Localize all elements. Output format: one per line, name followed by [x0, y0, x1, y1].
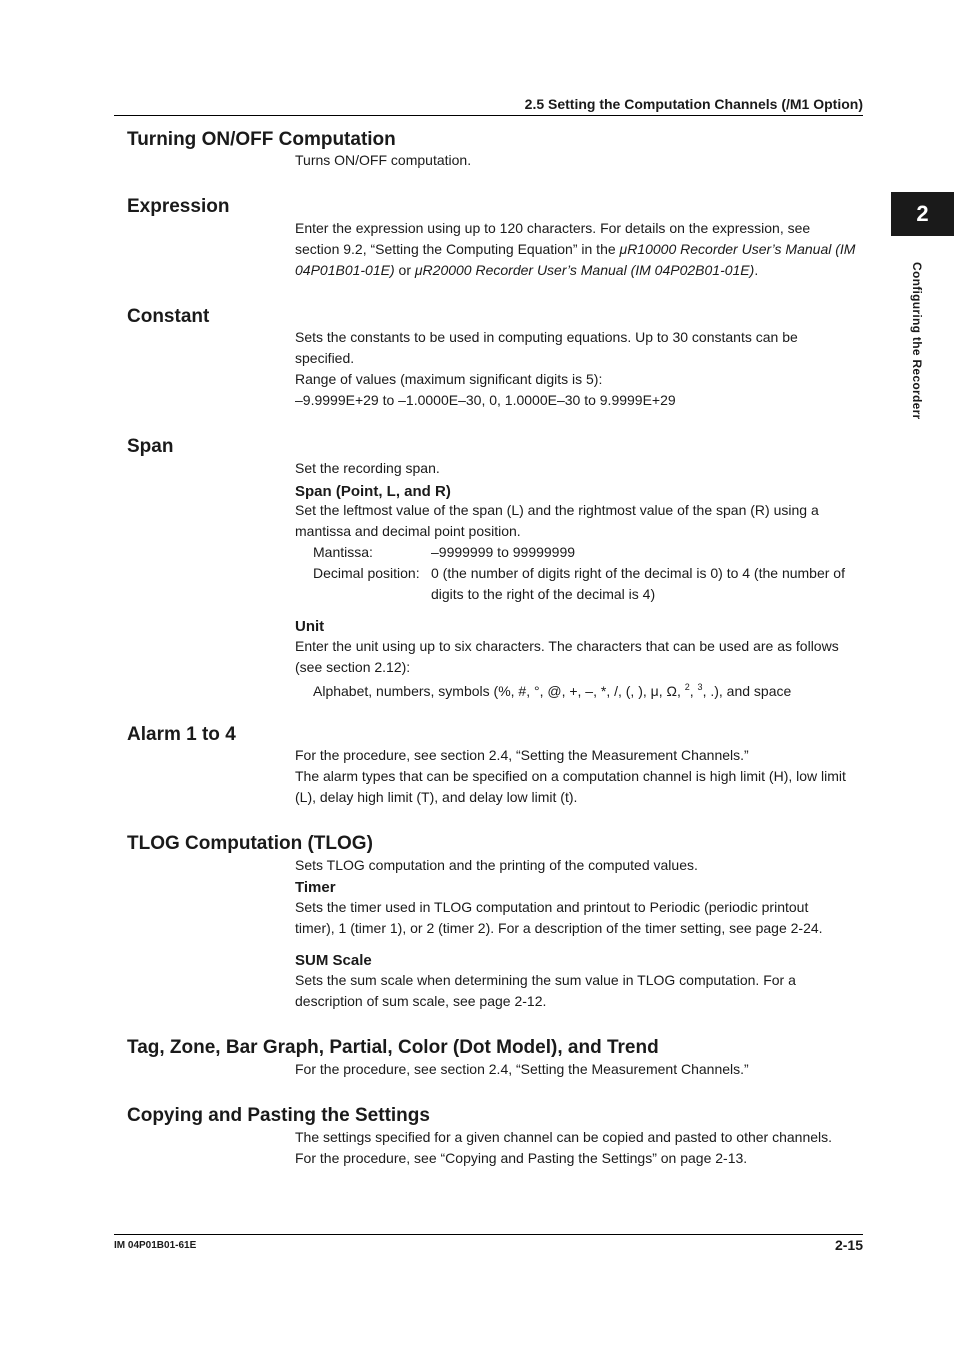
- heading-onoff: Turning ON/OFF Computation: [127, 129, 396, 150]
- superscript: 2: [684, 682, 690, 692]
- text-span: section 9.2, “Setting the Computing Equation” in the: [295, 241, 620, 257]
- heading-tlog: TLOG Computation (TLOG): [127, 833, 373, 854]
- text-line: specified.: [295, 350, 355, 366]
- decimal-value: [431, 563, 845, 605]
- paragraph-sum-scale: [295, 970, 867, 1012]
- text-line: Sets the sum scale when determining the sum value in TLOG computation. For a: [295, 972, 796, 988]
- paragraph-tlog-intro: [295, 855, 867, 876]
- header-rule: [114, 115, 863, 116]
- heading-tag-zone: Tag, Zone, Bar Graph, Partial, Color (Dot Model), and Trend: [127, 1037, 659, 1058]
- text-span: .: [754, 262, 759, 278]
- text-line: For the procedure, see “Copying and Pasting the Settings” on page 2-13.: [295, 1150, 748, 1166]
- subheading-span-point: Span (Point, L, and R): [295, 483, 451, 500]
- heading-alarm: Alarm 1 to 4: [127, 724, 236, 745]
- text-span: ,: [689, 683, 698, 699]
- paragraph-expression: [295, 218, 867, 281]
- text-line: 0 (the number of digits right of the decimal is 0) to 4 (the number of: [431, 565, 845, 581]
- text-line: description of sum scale, see page 2-12.: [295, 993, 547, 1009]
- manual-title: μR10000 Recorder User’s Manual (IM: [619, 241, 856, 257]
- heading-constant: Constant: [127, 306, 210, 327]
- paragraph-tag-zone: [295, 1059, 867, 1080]
- decimal-label: Decimal position:: [313, 565, 420, 581]
- text-line: Sets the timer used in TLOG computation and printout to Periodic (periodic printout: [295, 899, 809, 915]
- heading-span: Span: [127, 436, 174, 457]
- paragraph-onoff: [295, 150, 867, 171]
- text-line: digits to the right of the decimal is 4): [431, 586, 656, 602]
- text-line: Enter the unit using up to six characters. The characters that can be used are as follows: [295, 638, 839, 654]
- paragraph-constant: [295, 327, 867, 411]
- text-span: Alphabet, numbers, symbols (%, #, °, @, +, –, *, /, (, ), μ, Ω,: [313, 683, 685, 699]
- mantissa-label: Mantissa:: [313, 544, 373, 560]
- paragraph-span-point: [295, 500, 867, 542]
- text-line: Turns ON/OFF computation.: [295, 152, 472, 168]
- text-line: The alarm types that can be specified on a computation channel is high limit (H), low limit: [295, 768, 846, 784]
- footer-page-number: 2-15: [834, 1237, 863, 1253]
- paragraph-copy-paste: [295, 1127, 867, 1169]
- text-line: mantissa and decimal point position.: [295, 523, 521, 539]
- running-header-title: 2.5 Setting the Computation Channels (/M1 Option): [524, 96, 863, 112]
- text-line: Range of values (maximum significant digits is 5):: [295, 371, 603, 387]
- unit-character-list: [313, 677, 791, 702]
- heading-expression: Expression: [127, 196, 230, 217]
- text-line: For the procedure, see section 2.4, “Setting the Measurement Channels.”: [295, 1061, 749, 1077]
- subheading-timer: Timer: [295, 879, 336, 896]
- superscript: 3: [697, 682, 703, 692]
- paragraph-span-intro: [295, 458, 867, 479]
- paragraph-unit: [295, 636, 867, 678]
- text-line: The settings specified for a given channel can be copied and pasted to other channels.: [295, 1129, 833, 1145]
- text-line: Sets the constants to be used in computing equations. Up to 30 constants can be: [295, 329, 798, 345]
- text-line: (L), delay high limit (T), and delay low limit (t).: [295, 789, 578, 805]
- subheading-unit: Unit: [295, 618, 325, 635]
- text-line: Set the leftmost value of the span (L) and the rightmost value of the span (R) using a: [295, 502, 819, 518]
- chapter-label: Configuring the Recorderr: [910, 262, 924, 420]
- heading-copy-paste: Copying and Pasting the Settings: [127, 1105, 430, 1126]
- chapter-number: 2: [916, 201, 929, 226]
- subheading-sum-scale: SUM Scale: [295, 952, 372, 969]
- text-line: [295, 260, 867, 281]
- manual-title: μR20000 Recorder User’s Manual (IM 04P02B01-01E): [414, 262, 755, 278]
- text-line: [295, 239, 867, 260]
- paragraph-timer: [295, 897, 867, 939]
- paragraph-alarm: [295, 745, 867, 808]
- mantissa-value: –9999999 to 99999999: [431, 544, 576, 560]
- text-span: , .), and space: [702, 683, 792, 699]
- text-line: Set the recording span.: [295, 460, 440, 476]
- text-line: (see section 2.12):: [295, 659, 411, 675]
- text-line: Enter the expression using up to 120 characters. For details on the expression, see: [295, 220, 811, 236]
- text-span: or: [394, 262, 415, 278]
- footer-rule: [114, 1234, 863, 1235]
- footer-document-number: IM 04P01B01-61E: [114, 1240, 197, 1251]
- text-line: –9.9999E+29 to –1.0000E–30, 0, 1.0000E–30 to 9.9999E+29: [295, 392, 676, 408]
- text-line: timer), 1 (timer 1), or 2 (timer 2). For a description of the timer setting, see page 2-24.: [295, 920, 823, 936]
- manual-title: 04P01B01-01E): [295, 262, 395, 278]
- chapter-tab: [891, 192, 954, 236]
- text-line: Sets TLOG computation and the printing of the computed values.: [295, 857, 698, 873]
- text-line: For the procedure, see section 2.4, “Setting the Measurement Channels.”: [295, 747, 749, 763]
